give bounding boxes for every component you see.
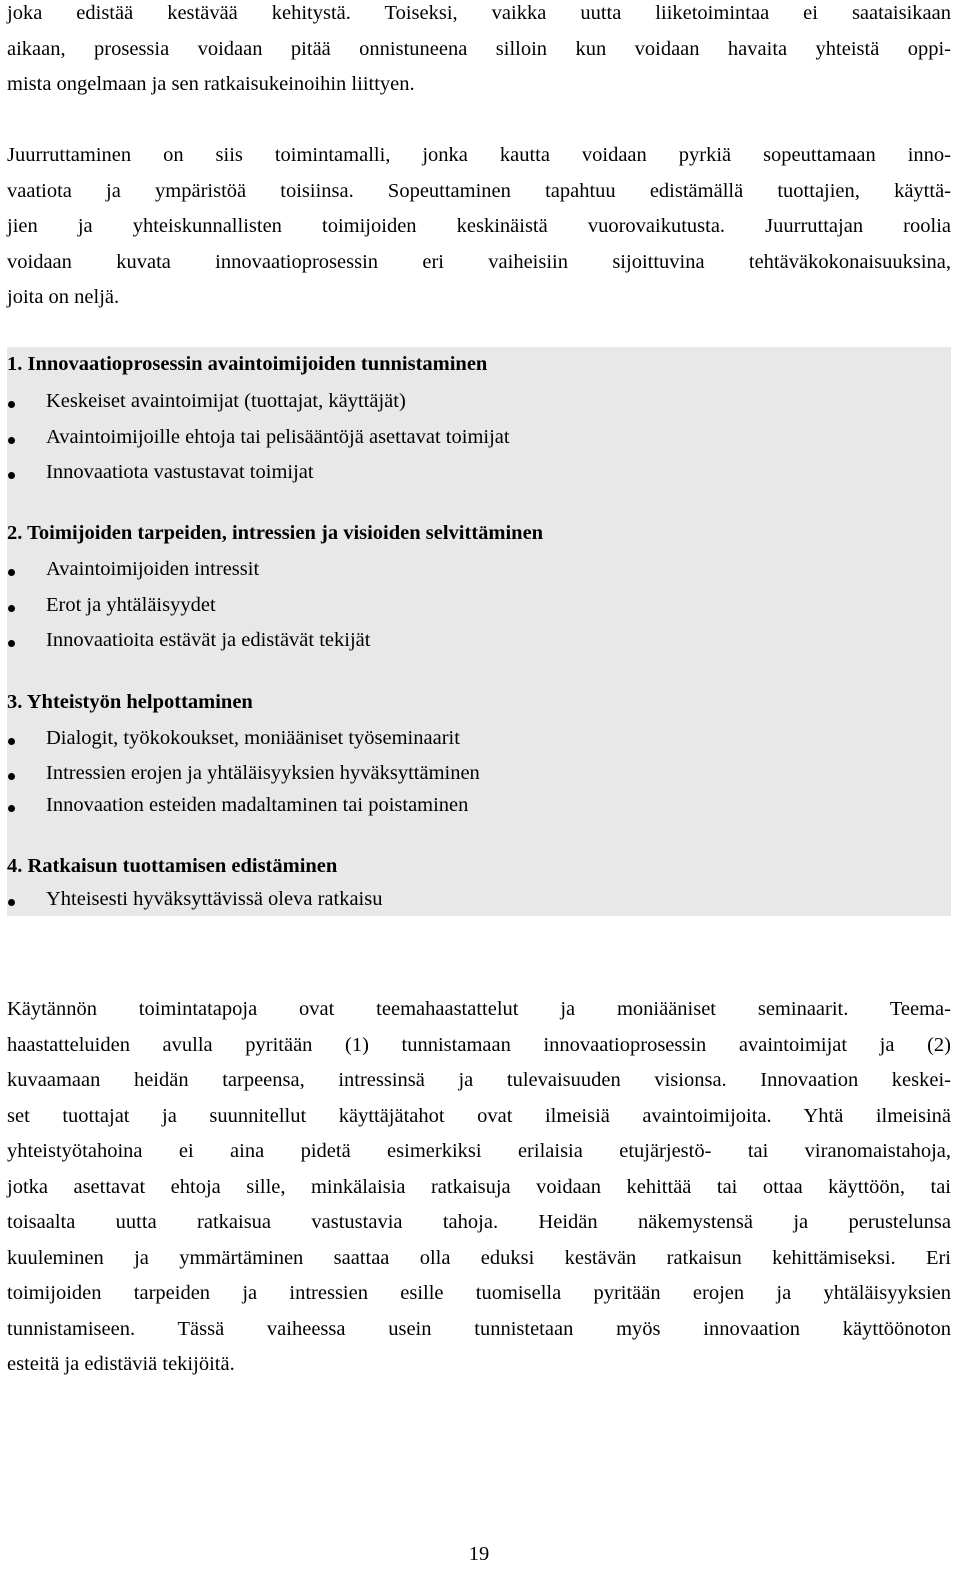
list-item-text: Avaintoimijoiden intressit <box>46 558 260 580</box>
text-line: kuuleminen ja ymmärtäminen saattaa olla eduksi kestävän ratkaisun kehittämiseksi. Eri <box>7 1246 951 1269</box>
text-line: toisaalta uutta ratkaisua vastustavia tahoja. Heidän näkemystensä ja perustelunsa <box>7 1211 951 1233</box>
bullet-icon <box>8 640 15 647</box>
list-item-text: Intressien erojen ja yhtäläisyyksien hyväksyttäminen <box>46 762 480 784</box>
bullet-icon <box>8 437 15 444</box>
bullet-icon <box>8 738 15 745</box>
bullet-icon <box>8 569 15 576</box>
text-line: yhteistyötahoina ei aina pidetä esimerkiksi erilaisia etujärjestö- tai viranomaistahoja, <box>7 1140 951 1162</box>
phase-title: 1. Innovaatioprosessin avaintoimijoiden tunnistaminen <box>7 353 488 375</box>
list-item-text: Innovaatioita estävät ja edistävät tekijät <box>46 629 371 651</box>
text-line: esteitä ja edistäviä tekijöitä. <box>7 1353 235 1375</box>
page-number: 19 <box>468 1543 490 1565</box>
list-item-text: Avaintoimijoille ehtoja tai pelisääntöjä asettavat toimijat <box>46 426 510 448</box>
bullet-icon <box>8 805 15 812</box>
list-item-text: Erot ja yhtäläisyydet <box>46 594 216 616</box>
list-item-text: Keskeiset avaintoimijat (tuottajat, käyttäjät) <box>46 390 406 412</box>
bullet-icon <box>8 401 15 408</box>
phase-title: 3. Yhteistyön helpottaminen <box>7 691 253 713</box>
text-line: toimijoiden tarpeiden ja intressien esille tuomisella pyritään erojen ja yhtäläisyyksien <box>7 1282 951 1304</box>
text-line: Juurruttaminen on siis toimintamalli, jonka kautta voidaan pyrkiä sopeuttamaan inno- <box>7 144 951 166</box>
text-line: aikaan, prosessia voidaan pitää onnistuneena silloin kun voidaan havaita yhteistä oppi- <box>7 37 951 60</box>
bullet-icon <box>8 605 15 612</box>
bullet-icon <box>8 773 15 780</box>
text-line: tunnistamiseen. Tässä vaiheessa usein tunnistetaan myös innovaation käyttöönoton <box>7 1317 951 1340</box>
text-line: Käytännön toimintatapoja ovat teemahaastattelut ja moniääniset seminaarit. Teema- <box>7 998 951 1020</box>
text-line: vaatiota ja ympäristöä toisiinsa. Sopeuttaminen tapahtuu edistämällä tuottajien, käyttä- <box>7 179 951 202</box>
text-line: jien ja yhteiskunnallisten toimijoiden keskinäistä vuorovaikutusta. Juurruttajan roolia <box>7 215 951 237</box>
text-line: voidaan kuvata innovaatioprosessin eri vaiheisiin sijoittuvina tehtäväkokonaisuuksina, <box>7 250 951 273</box>
paragraph-intro <box>7 0 951 103</box>
list-item-text: Dialogit, työkokoukset, moniääniset työseminaarit <box>46 727 460 749</box>
list-item-text: Innovaation esteiden madaltaminen tai poistaminen <box>46 794 469 816</box>
phases-box <box>7 347 951 916</box>
bullet-icon <box>8 899 15 906</box>
text-line: joita on neljä. <box>7 286 120 308</box>
text-line: kuvaamaan heidän tarpeensa, intressinsä ja tulevaisuuden visionsa. Innovaation keskei- <box>7 1069 951 1091</box>
paragraph-rooting <box>7 138 951 316</box>
text-line: set tuottajat ja suunnitellut käyttäjätahot ovat ilmeisiä avaintoimijoita. Yhtä ilmeisinä <box>7 1104 951 1127</box>
phase-title: 4. Ratkaisun tuottamisen edistäminen <box>7 855 338 877</box>
phase-title: 2. Toimijoiden tarpeiden, intressien ja visioiden selvittäminen <box>7 522 544 544</box>
bullet-icon <box>8 472 15 479</box>
list-item-text: Yhteisesti hyväksyttävissä oleva ratkaisu <box>46 888 383 910</box>
paragraph-practices <box>7 992 951 1383</box>
text-line: jotka asettavat ehtoja sille, minkälaisia ratkaisuja voidaan kehittää tai ottaa käyttöön, tai <box>7 1175 951 1198</box>
text-line: haastatteluiden avulla pyritään (1) tunnistamaan innovaatioprosessin avaintoimijat ja (2) <box>7 1033 951 1056</box>
text-line: mista ongelmaan ja sen ratkaisukeinoihin liittyen. <box>7 73 415 95</box>
text-line: joka edistää kestävää kehitystä. Toiseksi, vaikka uutta liiketoimintaa ei saataisikaan <box>7 2 951 24</box>
list-item-text: Innovaatiota vastustavat toimijat <box>46 461 314 483</box>
